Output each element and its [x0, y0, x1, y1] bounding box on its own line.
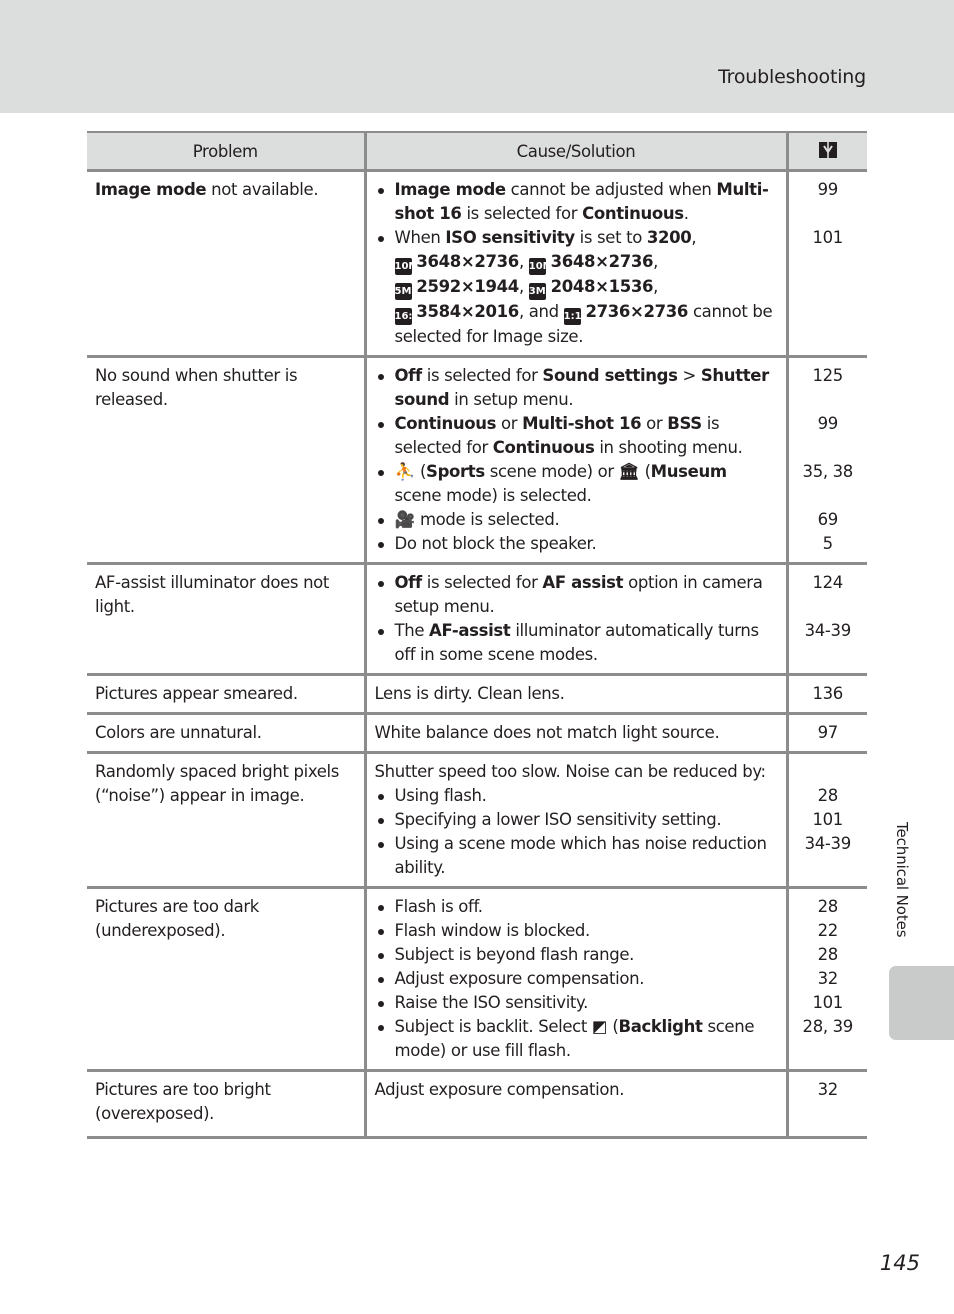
problem-cell: No sound when shutter is released.: [87, 357, 365, 564]
page-ref: 69: [817, 510, 838, 529]
reference-cell: [787, 714, 867, 753]
list-item: 🎥 mode is selected.: [375, 508, 778, 532]
page-ref: 28, 39: [802, 1017, 853, 1036]
page-ref: 34-39: [804, 834, 851, 853]
image-mode-3m-icon: 3M: [529, 283, 546, 300]
reference-cell: [787, 357, 867, 564]
section-title: Troubleshooting: [718, 66, 866, 88]
problem-cell: AF-assist illuminator does not light.: [87, 564, 365, 675]
list-item: When ISO sensitivity is set to 3200, 10M 3648×2736, 10M 3648×2736, 5M 2592×1944, 3M 2048×1536, 16:9 3584×2016, and 1:1 2736×2736 cannot be selected for Image size.: [375, 226, 778, 349]
list-item: Flash window is blocked.: [375, 919, 778, 943]
reference-cell: [787, 1071, 867, 1138]
problem-cell: Colors are unnatural.: [87, 714, 365, 753]
page-ref: 101: [812, 810, 843, 829]
cause-cell: [365, 357, 787, 564]
reference-cell: [787, 171, 867, 357]
cause-cell: [365, 171, 787, 357]
page-ref: 5: [822, 534, 833, 553]
cause-cell: White balance does not match light source.: [365, 714, 787, 753]
book-reference-icon: [818, 140, 838, 160]
list-item: The AF-assist illuminator automatically turns off in some scene modes.: [375, 619, 778, 667]
list-item: Adjust exposure compensation.: [375, 967, 778, 991]
page-ref: 101: [812, 993, 843, 1012]
list-item: Using flash.: [375, 784, 778, 808]
cause-cell: [365, 888, 787, 1071]
list-item: Image mode cannot be adjusted when Multi-shot 16 is selected for Continuous.: [375, 178, 778, 226]
cause-header: Cause/Solution: [365, 132, 787, 171]
reference-cell: [787, 675, 867, 714]
table-row: [87, 171, 867, 357]
problem-header: Problem: [87, 132, 365, 171]
reference-cell: [787, 564, 867, 675]
table-header-row: [87, 132, 867, 171]
page-ref: 99: [817, 180, 838, 199]
list-item: Using a scene mode which has noise reduction ability.: [375, 832, 778, 880]
movie-mode-icon: 🎥: [394, 510, 416, 529]
list-item: Continuous or Multi-shot 16 or BSS is selected for Continuous in shooting menu.: [375, 412, 778, 460]
side-section-label: Technical Notes: [893, 822, 911, 938]
page-ref: 99: [817, 414, 838, 433]
page-ref: 101: [812, 228, 843, 247]
backlight-scene-icon: ◩: [591, 1017, 608, 1036]
page-ref: 28: [817, 945, 838, 964]
reference-cell: [787, 753, 867, 888]
list-item: Raise the ISO sensitivity.: [375, 991, 778, 1015]
page-ref: 125: [812, 366, 843, 385]
list-item: Do not block the speaker.: [375, 532, 778, 556]
image-mode-1-1-icon: 1:1: [564, 308, 581, 325]
page-ref: 32: [817, 1080, 838, 1099]
list-item: Off is selected for AF assist option in camera setup menu.: [375, 571, 778, 619]
reference-header: [787, 132, 867, 171]
cause-intro: Shutter speed too slow. Noise can be reduced by:: [374, 762, 766, 781]
image-mode-16-9-icon: 16:9: [395, 308, 412, 325]
page-ref: 136: [812, 684, 843, 703]
image-mode-5m-icon: 5M: [395, 283, 412, 300]
list-item: Subject is backlit. Select ◩ (Backlight scene mode) or use fill flash.: [375, 1015, 778, 1063]
list-item: Off is selected for Sound settings > Shutter sound in setup menu.: [375, 364, 778, 412]
page-ref: 97: [817, 723, 838, 742]
cause-cell: Lens is dirty. Clean lens.: [365, 675, 787, 714]
side-thumb-tab: [889, 966, 954, 1040]
page-number: 145: [879, 1251, 920, 1275]
list-item: Subject is beyond flash range.: [375, 943, 778, 967]
image-mode-10m-icon: 10M: [529, 258, 546, 275]
problem-cell: Pictures are too dark (underexposed).: [87, 888, 365, 1071]
problem-cell: Image mode not available.: [87, 171, 365, 357]
list-item: Specifying a lower ISO sensitivity setting.: [375, 808, 778, 832]
page-ref: 28: [817, 897, 838, 916]
reference-cell: [787, 888, 867, 1071]
cause-cell: [365, 564, 787, 675]
table-row: [87, 1071, 867, 1138]
page-ref: 34-39: [804, 621, 851, 640]
cause-cell: Adjust exposure compensation.: [365, 1071, 787, 1138]
table-row: [87, 714, 867, 753]
image-mode-10m-icon: 10M: [395, 258, 412, 275]
page-ref: 28: [817, 786, 838, 805]
problem-cell: Pictures are too bright (overexposed).: [87, 1071, 365, 1138]
list-item: Flash is off.: [375, 895, 778, 919]
page-ref: 124: [812, 573, 843, 592]
page-ref: 32: [817, 969, 838, 988]
museum-scene-icon: 🏛: [618, 462, 640, 481]
header-band: [0, 0, 954, 113]
page-ref: 35, 38: [802, 462, 853, 481]
table-row: [87, 357, 867, 564]
table-row: [87, 888, 867, 1071]
cause-cell: [365, 753, 787, 888]
troubleshooting-table: [87, 131, 867, 1139]
problem-cell: Pictures appear smeared.: [87, 675, 365, 714]
page-ref: 22: [817, 921, 838, 940]
table-row: [87, 564, 867, 675]
sports-scene-icon: ⛹: [394, 462, 416, 481]
list-item: ⛹ (Sports scene mode) or 🏛 (Museum scene mode) is selected.: [375, 460, 778, 508]
table-row: [87, 675, 867, 714]
table-row: [87, 753, 867, 888]
problem-cell: Randomly spaced bright pixels (“noise”) appear in image.: [87, 753, 365, 888]
